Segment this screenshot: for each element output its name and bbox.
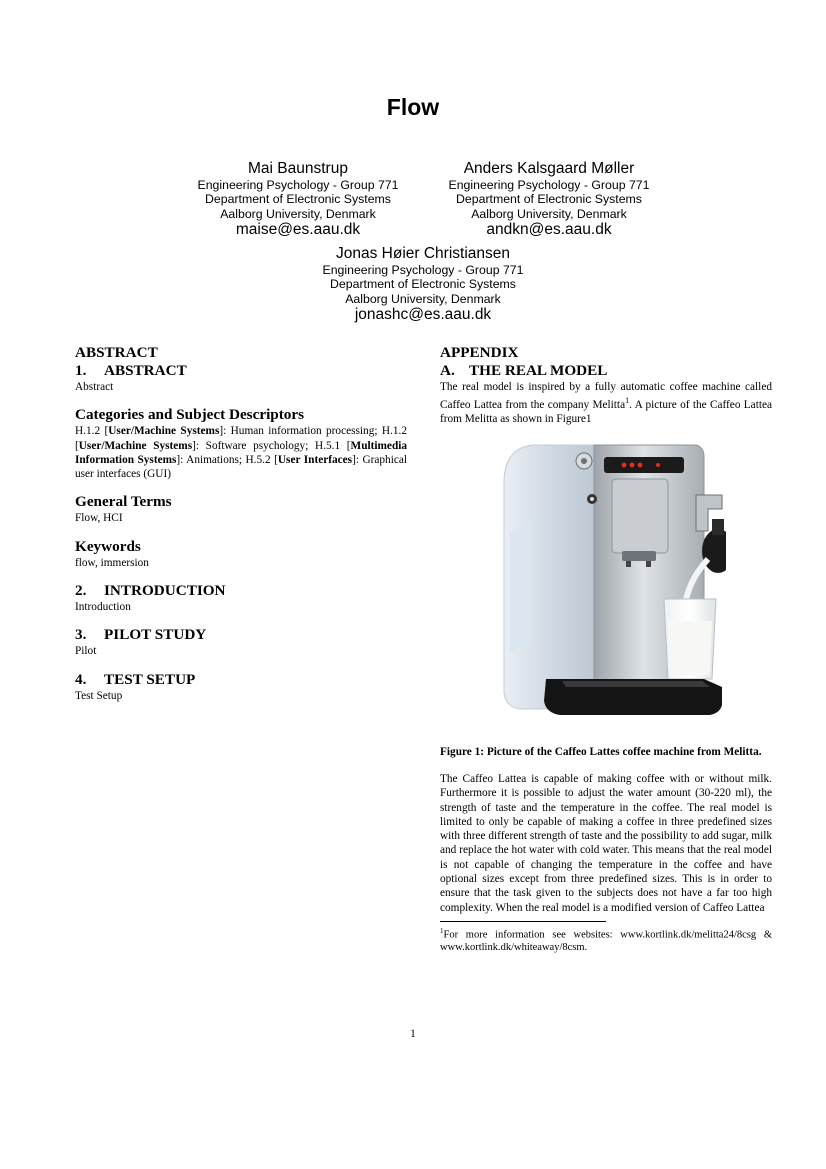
author-block-2 <box>424 160 674 239</box>
footnote-rule <box>440 921 606 922</box>
section-2-body: Introduction <box>75 601 131 614</box>
author-block-3 <box>298 245 548 324</box>
category-term: User/Machine Systems <box>108 425 220 438</box>
author-name: Mai Baunstrup <box>248 160 348 177</box>
section-1-body: Abstract <box>75 381 114 393</box>
section-4-heading <box>75 671 407 689</box>
section-4-body: Test Setup <box>75 689 123 702</box>
section-2-heading <box>75 582 407 600</box>
general-terms-body: Flow, HCI <box>75 512 123 525</box>
general-terms-heading: General Terms <box>75 493 172 511</box>
paper-title: Flow <box>386 94 440 120</box>
category-term: User Interfaces <box>277 453 353 466</box>
section-title: INTRODUCTION <box>104 582 226 600</box>
keywords-heading: Keywords <box>75 537 141 555</box>
right-column <box>440 344 772 954</box>
section-title: ABSTRACT <box>104 362 187 379</box>
categories-body <box>75 424 407 481</box>
author-group: Engineering Psychology - Group 771 <box>322 263 524 277</box>
intro-text: The real model is inspired by a fully automatic coffee machine called Caffeo Lattea from the company Melitta <box>440 381 772 412</box>
author-group: Engineering Psychology - Group 771 <box>197 178 399 192</box>
categories-text: ]: Software psychology; H.5.1 [ <box>192 439 351 452</box>
categories-heading: Categories and Subject Descriptors <box>75 406 305 424</box>
category-term: User/Machine Systems <box>78 439 193 452</box>
section-number: 3. <box>75 626 87 644</box>
author-dept: Department of Electronic Systems <box>205 192 391 207</box>
section-number: 1. <box>75 362 87 379</box>
author-group: Engineering Psychology - Group 771 <box>448 178 650 192</box>
author-email: maise@es.aau.dk <box>235 220 361 238</box>
footnote-text: For more information see websites: www.kortlink.dk/melitta24/8csg & www.kortlink.dk/whiteaway/8csm. <box>440 929 772 953</box>
left-column <box>75 344 407 703</box>
section-title: PILOT STUDY <box>104 626 207 644</box>
section-title: TEST SETUP <box>104 670 196 688</box>
author-block-1 <box>173 160 423 239</box>
appendix-heading: APPENDIX <box>440 344 519 361</box>
section-3-body: Pilot <box>75 645 97 658</box>
author-dept: Department of Electronic Systems <box>456 192 642 207</box>
author-email: andkn@es.aau.dk <box>486 220 612 238</box>
section-title: THE REAL MODEL <box>469 362 608 379</box>
abstract-heading: ABSTRACT <box>75 344 158 361</box>
appendix-intro <box>440 380 772 427</box>
categories-text: ]: Graphical user interfaces (GUI) <box>75 453 408 481</box>
figure-caption: Figure 1: Picture of the Caffeo Lattes coffee machine from Melitta. <box>440 745 762 758</box>
author-uni: Aalborg University, Denmark <box>220 206 376 221</box>
author-dept: Department of Electronic Systems <box>330 277 516 292</box>
footnote <box>440 925 772 955</box>
author-name: Jonas Høier Christiansen <box>335 245 510 262</box>
categories-text: H.1.2 [ <box>75 425 109 438</box>
appendix-body: The Caffeo Lattea is capable of making coffee with or without milk. Furthermore it is possible to adjust the water amount (30-220 ml), the strength of taste and the temperature in the coffee. The real model is limited to only be capable of making a coffee in three predefined sizes with three different strength of taste and the possibility to add sugar, milk and replace the hot water with cold water. This means that the real model is not capable of changing the temperature in the coffee and have optional sizes except from three predefined sizes. This is in order to ensure that the task given to the subjects does not have a far too high complexity. When the real model is a modified version of Caffeo Lattea <box>440 772 772 914</box>
footnote-number: 1 <box>440 926 444 935</box>
keywords-body: flow, immersion <box>75 556 149 569</box>
author-name: Anders Kalsgaard Møller <box>463 160 635 177</box>
section-3-heading <box>75 626 407 644</box>
section-number: A. <box>440 362 455 379</box>
section-1-heading <box>75 362 407 380</box>
section-number: 2. <box>75 582 87 600</box>
category-term: Multimedia Information Systems <box>75 439 408 466</box>
categories-text: ]: Human information processing; H.1.2 [ <box>75 425 407 452</box>
intro-text: . A picture of the Caffeo Lattea from Melitta as shown in Figure1 <box>440 399 772 426</box>
author-email: jonashc@es.aau.dk <box>354 305 492 323</box>
author-uni: Aalborg University, Denmark <box>471 206 627 221</box>
coffee-machine-figure <box>486 443 726 719</box>
author-uni: Aalborg University, Denmark <box>345 291 501 306</box>
section-number: 4. <box>75 670 87 688</box>
appendix-a-heading <box>440 362 772 380</box>
categories-text: ]: Animations; H.5.2 [ <box>176 453 278 466</box>
page-number: 1 <box>410 1028 416 1040</box>
footnote-marker: 1 <box>625 396 630 406</box>
